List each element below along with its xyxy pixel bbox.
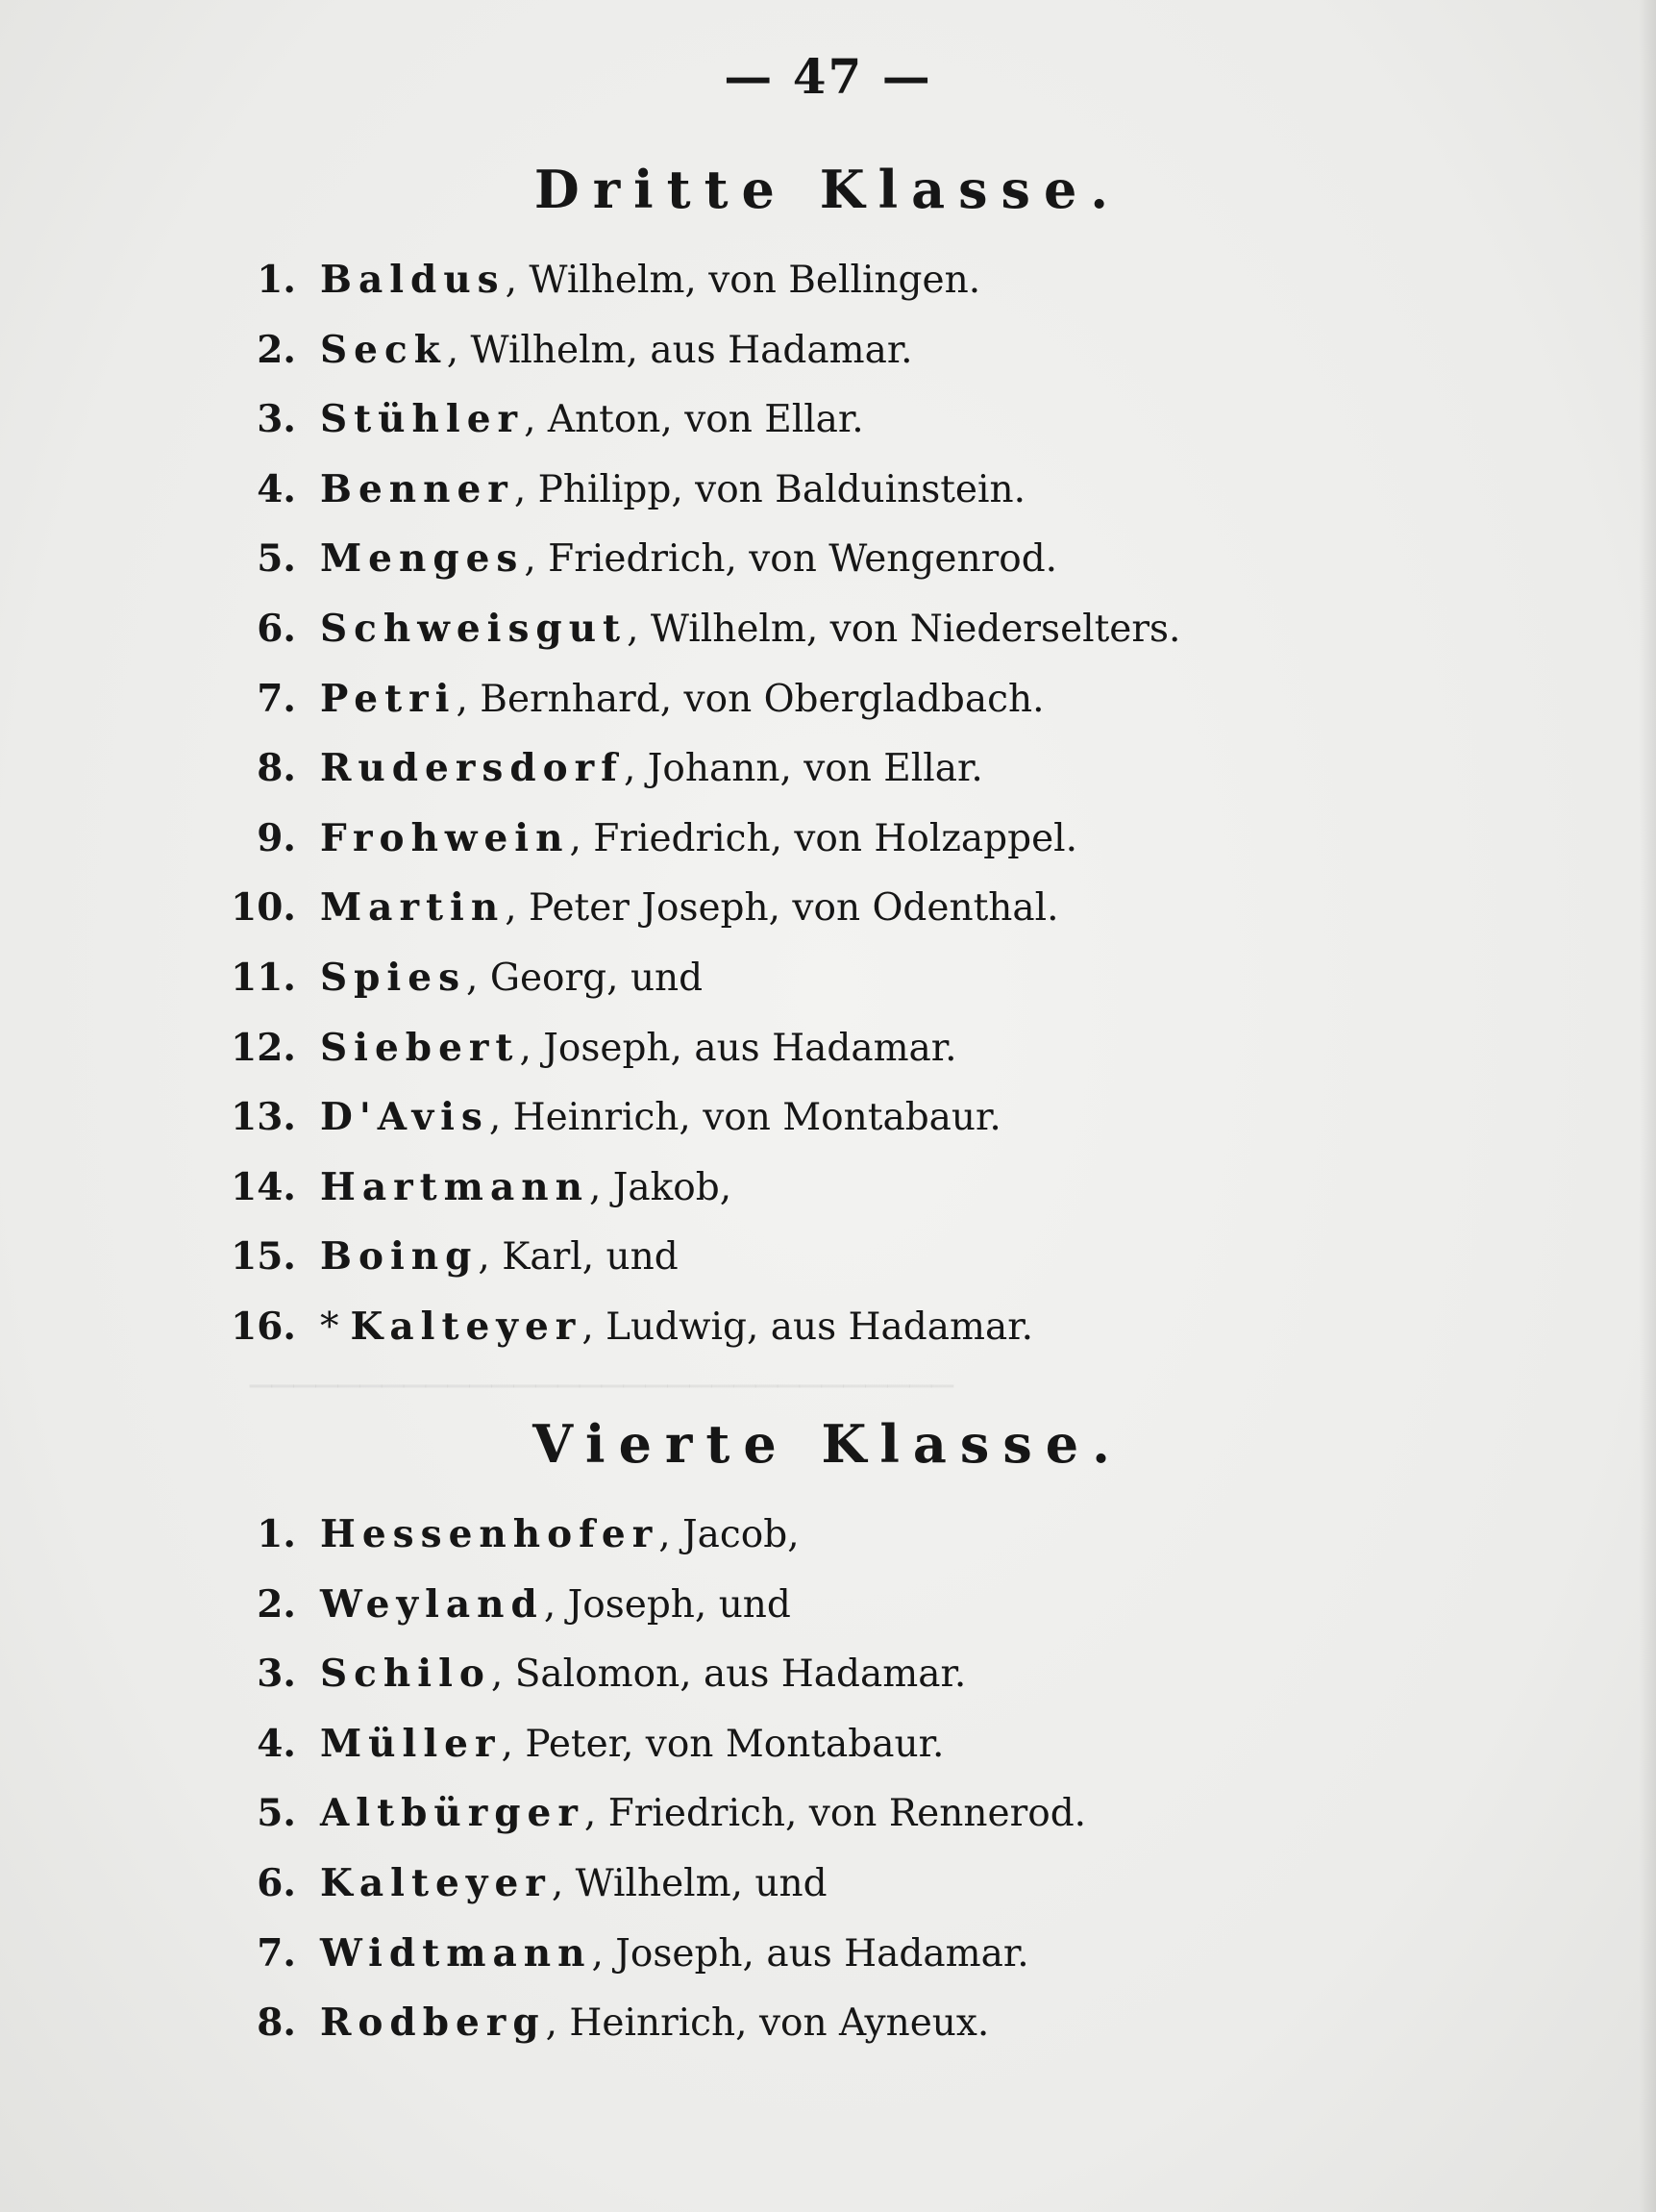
entry-surname: Müller: [320, 1721, 502, 1766]
entry-number: 1.: [257, 258, 296, 302]
entry-surname: Rudersdorf: [320, 746, 624, 791]
entry-text: [320, 1849, 828, 1920]
entry-number: 4.: [257, 466, 296, 511]
entry-number: 15.: [231, 1234, 296, 1280]
list-item: [0, 1013, 1656, 1083]
entry-text: [320, 804, 1077, 875]
entry-surname: Rodberg: [320, 2001, 546, 2046]
entry-number: 5.: [257, 536, 296, 582]
entry-text: [320, 1292, 1033, 1363]
list-item: [0, 1222, 1656, 1292]
entry-details: , Jakob,: [588, 1165, 732, 1209]
entry-surname: Hartmann: [320, 1164, 589, 1209]
entry-details: , Anton, von Ellar.: [524, 398, 864, 442]
entry-text: [320, 1013, 957, 1084]
entry-details: , Jacob,: [658, 1513, 800, 1556]
entry-number: 8.: [257, 746, 296, 791]
list-item: [0, 594, 1656, 664]
entry-text: [320, 664, 1044, 735]
entry-number: 12.: [231, 1025, 296, 1070]
entry-number: 11.: [231, 955, 296, 1000]
entry-text: [320, 315, 913, 386]
entry-number: 5.: [257, 1791, 296, 1836]
entry-surname: Spies: [320, 955, 467, 1000]
list-item: [0, 385, 1656, 455]
entry-surname: Widtmann: [320, 1930, 592, 1976]
entry-details: , Heinrich, von Ayneux.: [545, 2001, 990, 2046]
entry-details: , Bernhard, von Obergladbach.: [456, 677, 1045, 721]
entry-number: 4.: [257, 1721, 296, 1766]
entry-list-vierte-klasse: [0, 1500, 1656, 2058]
entry-text: [320, 1639, 966, 1710]
entry-details: , Joseph, aus Hadamar.: [519, 1026, 957, 1070]
entry-number: 6.: [257, 606, 296, 651]
entry-number: 9.: [257, 815, 296, 860]
entry-text: [320, 385, 864, 456]
entry-details: , Peter Joseph, von Odenthal.: [505, 886, 1059, 931]
entry-details: , Friedrich, von Wengenrod.: [524, 537, 1058, 582]
entry-surname: Boing: [320, 1234, 479, 1280]
list-item: [0, 315, 1656, 385]
entry-surname: Kalteyer: [350, 1304, 582, 1349]
list-item: [0, 524, 1656, 594]
list-item: [0, 1778, 1656, 1849]
entry-text: [320, 873, 1059, 944]
entry-details: , Wilhelm, von Bellingen.: [505, 259, 981, 302]
entry-surname: D'Avis: [320, 1095, 489, 1140]
entry-text: [320, 1082, 1001, 1154]
asterisk-mark: *: [320, 1305, 339, 1349]
entry-details: , Ludwig, aus Hadamar.: [581, 1305, 1033, 1349]
entry-details: , Johann, von Ellar.: [623, 747, 983, 791]
list-item: [0, 664, 1656, 734]
entry-details: , Wilhelm, aus Hadamar.: [446, 328, 913, 372]
page-number: — 47 —: [724, 48, 932, 105]
entry-details: , Wilhelm, und: [551, 1861, 828, 1905]
list-item: [0, 1292, 1656, 1362]
entry-text: [320, 1570, 791, 1641]
entry-text: [320, 1500, 800, 1571]
entry-number: 3.: [257, 1652, 296, 1697]
entry-details: , Friedrich, von Holzappel.: [569, 816, 1078, 860]
entry-details: , Heinrich, von Montabaur.: [488, 1096, 1001, 1140]
entry-details: , Georg, und: [466, 956, 704, 1000]
entry-number: 14.: [231, 1164, 296, 1209]
entry-text: [320, 524, 1057, 595]
entry-surname: Schilo: [320, 1652, 491, 1697]
entry-number: 13.: [231, 1095, 296, 1140]
entry-surname: Altbürger: [320, 1791, 584, 1836]
list-item: [0, 1988, 1656, 2058]
entry-text: [320, 1988, 989, 2059]
entry-number: 2.: [257, 327, 296, 372]
entry-number: 6.: [257, 1860, 296, 1905]
list-item: [0, 804, 1656, 874]
list-item: [0, 1153, 1656, 1223]
entry-details: , Joseph, und: [543, 1582, 791, 1627]
list-item: [0, 1709, 1656, 1779]
entry-text: [320, 1919, 1029, 1990]
entry-text: [320, 1709, 944, 1780]
entry-surname: Siebert: [320, 1025, 520, 1070]
list-item: [0, 1082, 1656, 1153]
list-item: [0, 1639, 1656, 1709]
entry-surname: Kalteyer: [320, 1860, 552, 1905]
entry-list-dritte-klasse: [0, 245, 1656, 1362]
entry-surname: Menges: [320, 536, 525, 582]
entry-surname: Martin: [320, 885, 506, 931]
list-item: [0, 873, 1656, 943]
entry-text: [320, 1778, 1086, 1850]
entry-number: 8.: [257, 2001, 296, 2046]
entry-number: 2.: [257, 1581, 296, 1627]
entry-number: 16.: [231, 1304, 296, 1349]
show-through-block: ────────────────────────────────: [250, 1365, 954, 1407]
entry-text: [320, 733, 983, 805]
list-item: [0, 1500, 1656, 1570]
entry-surname: Stühler: [320, 397, 525, 442]
entry-number: 7.: [257, 676, 296, 721]
entry-surname: Hessenhofer: [320, 1512, 659, 1556]
entry-surname: Schweisgut: [320, 606, 628, 651]
entry-text: [320, 943, 703, 1014]
entry-text: [320, 455, 1026, 526]
entry-details: , Friedrich, von Rennerod.: [583, 1792, 1087, 1836]
entry-number: 10.: [231, 885, 296, 931]
entry-number: 1.: [257, 1512, 296, 1556]
entry-surname: Benner: [320, 466, 514, 511]
entry-surname: Baldus: [320, 258, 506, 302]
entry-number: 7.: [257, 1930, 296, 1976]
list-item: [0, 1849, 1656, 1919]
entry-details: , Philipp, von Balduinstein.: [513, 467, 1026, 511]
list-item: [0, 943, 1656, 1013]
entry-text: [320, 1222, 679, 1293]
entry-number: 3.: [257, 397, 296, 442]
entry-text: [320, 245, 980, 316]
entry-details: , Peter, von Montabaur.: [501, 1722, 945, 1766]
entry-details: , Joseph, aus Hadamar.: [591, 1931, 1029, 1976]
list-item: [0, 733, 1656, 804]
section-title-dritte-klasse: Dritte Klasse.: [533, 159, 1123, 220]
entry-details: , Wilhelm, von Niederselters.: [627, 607, 1181, 651]
entry-surname: Petri: [320, 676, 457, 721]
list-item: [0, 1919, 1656, 1989]
entry-text: [320, 1153, 731, 1224]
list-item: [0, 455, 1656, 525]
entry-details: , Karl, und: [478, 1235, 679, 1280]
section-title-vierte-klasse: Vierte Klasse.: [532, 1413, 1124, 1475]
entry-surname: Weyland: [320, 1581, 544, 1627]
entry-surname: Frohwein: [320, 815, 570, 860]
list-item: [0, 1570, 1656, 1640]
entry-surname: Seck: [320, 327, 447, 372]
list-item: [0, 245, 1656, 315]
entry-text: [320, 594, 1180, 665]
entry-details: , Salomon, aus Hadamar.: [490, 1653, 967, 1697]
